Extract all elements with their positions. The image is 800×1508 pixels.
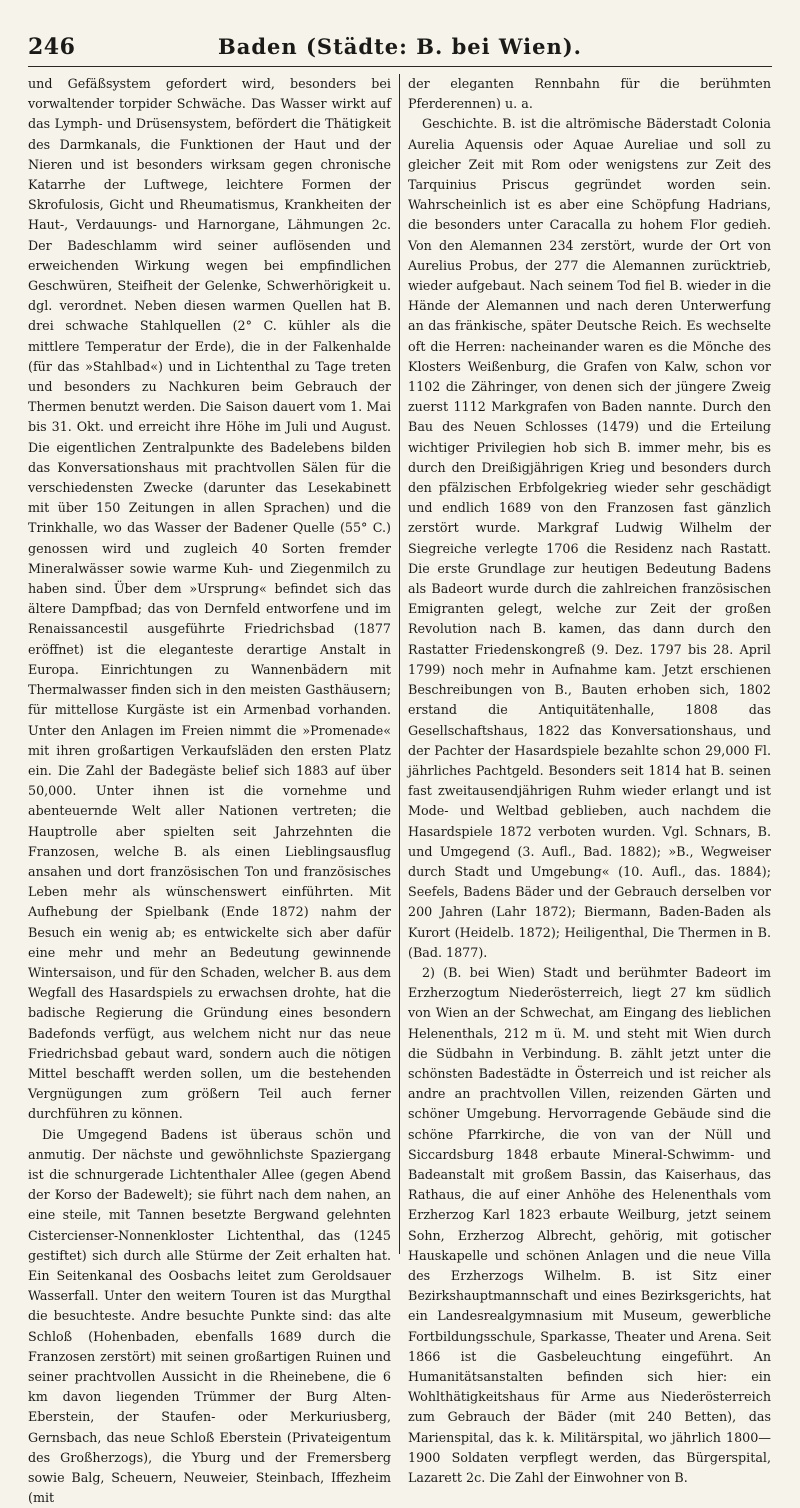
left-column bbox=[28, 74, 391, 1508]
paragraph: 2) (B. bei Wien) Stadt und berühmter Badeort im Erzherzogtum Niederösterreich, liegt 27 km südlich von Wien an der Schwechat, am Eingang des lieblichen Helenenthals, 212 m ü. M. und steht mit Wien durch die Südbahn in Verbindung. B. zählt jetzt unter die schönsten Badestädte in Österreich und ist reicher als andre an prachtvollen Villen, reizenden Gärten und schöner Umgebung. Hervorragende Gebäude sind die schöne Pfarrkirche, die von van der Nüll und Siccardsburg 1848 erbaute Mineral-Schwimm- und Badeanstalt mit großem Bassin, das Kaiserhaus, das Rathaus, die auf einer Anhöhe des Helenenthals vom Erzherzog Karl 1823 erbaute Weilburg, jetzt seinem Sohn, Erzherzog Albrecht, gehörig, mit gotischer Hauskapelle und schönen Anlagen und die neue Villa des Erzherzogs Wilhelm. B. ist Sitz einer Bezirkshauptmannschaft und eines Bezirksgerichts, hat ein Landesrealgymnasium mit Museum, gewerbliche Fortbildungsschule, Sparkasse, Theater und Arena. Seit 1866 ist die Gasbeleuchtung eingeführt. An Humanitätsanstalten befinden sich hier: ein Wohlthätigkeitshaus für Arme aus Niederösterreich zum Gebrauch der Bäder (mit 240 Betten), das Marienspital, das k. k. Militärspital, wo jährlich 1800—1900 Soldaten verpflegt werden, das Bürgerspital, Lazarett 2c. Die Zahl der Einwohner von B. bbox=[408, 964, 771, 1486]
header-rule bbox=[28, 66, 772, 67]
paragraph: der eleganten Rennbahn für die berühmten Pferderennen) u. a. bbox=[408, 76, 771, 112]
paragraph: Die Umgegend Badens ist überaus schön und anmutig. Der nächste und gewöhnlichste Spaziergang ist die schnurgerade Lichtenthaler Allee (gegen Abend der Korso der Badewelt); sie führt nach dem nahen, an eine steile, mit Tannen besetzte Bergwand gelehnten Cistercienser-Nonnenkloster Lichtenthal, das (1245 gestiftet) sich durch alle Stürme der Zeit erhalten hat. Ein Seitenkanal des Oosbachs leitet zum Geroldsauer Wasserfall. Unter den weitern Touren ist das Murgthal die besuchteste. Andre besuchte Punkte sind: das alte Schloß (Hohenbaden, ebenfalls 1689 durch die Franzosen zerstört) mit seinen großartigen Ruinen und seiner prachtvollen Aussicht in die Rheinebene, die 6 km davon liegenden Trümmer der Burg Alten-Eberstein, der Staufen- oder Merkuriusberg, Gernsbach, das neue Schloß Eberstein (Privateigentum des Großherzogs), die Yburg und der Fremersberg sowie Balg, Scheuern, Neuweier, Steinbach, Iffezheim (mit bbox=[28, 1126, 391, 1506]
page-number: 246 bbox=[28, 34, 76, 60]
right-column bbox=[408, 74, 771, 1488]
paragraph: und Gefäßsystem gefordert wird, besonders bei vorwaltender torpider Schwäche. Das Wasser wirkt auf das Lymph- und Drüsensystem, befördert die Thätigkeit des Darmkanals, die Funktionen der Haut und der Nieren und ist besonders wirksam gegen chronische Katarrhe der Luftwege, leichtere Formen der Skrofulosis, Gicht und Rheumatismus, Krankheiten der Haut-, Verdauungs- und Harnorgane, Lähmungen 2c. Der Badeschlamm wird seiner auflösenden und erweichenden Wirkung wegen bei empfindlichen Geschwüren, Steifheit der Gelenke, Schwerhörigkeit u. dgl. verordnet. Neben diesen warmen Quellen hat B. drei schwache Stahlquellen (2° C. kühler als die mittlere Temperatur der Erde), die in der Falkenhalde (für das »Stahlbad«) und in Lichtenthal zu Tage treten und besonders zu Nachkuren beim Gebrauch der Thermen benutzt werden. Die Saison dauert vom 1. Mai bis 31. Okt. und erreicht ihre Höhe im Juli und August. Die eigentlichen Zentralpunkte des Badelebens bilden das Konversationshaus mit prachtvollen Sälen für die verschiedensten Zwecke (darunter das Lesekabinett mit über 150 Zeitungen in allen Sprachen) und die Trinkhalle, wo das Wasser der Badener Quelle (55° C.) genossen wird und zugleich 40 Sorten fremder Mineralwässer sowie warme Kuh- und Ziegenmilch zu haben sind. Über dem »Ursprung« befindet sich das ältere Dampfbad; das von Dernfeld entworfene und im Renaissancestil ausgeführte Friedrichsbad (1877 eröffnet) ist die eleganteste derartige Anstalt in Europa. Einrichtungen zu Wannenbädern mit Thermalwasser finden sich in den meisten Gasthäusern; für mittellose Kurgäste ist ein Armenbad vorhanden. Unter den Anlagen im Freien nimmt die »Promenade« mit ihren großartigen Verkaufsläden den ersten Platz ein. Die Zahl der Badegäste belief sich 1883 auf über 50,000. Unter ihnen ist die vornehme und abenteuernde Welt aller Nationen vertreten; die Hauptrolle aber spielten seit Jahrzehnten die Franzosen, welche B. als einen Lieblingsausflug ansahen und dort französischen Ton und französisches Leben mehr als wünschenswert einführten. Mit Aufhebung der Spielbank (Ende 1872) nahm der Besuch ein wenig ab; es entwickelte sich aber dafür eine mehr und mehr an Bedeutung gewinnende Wintersaison, und für den Schaden, welcher B. aus dem Wegfall des Hasardspiels zu erwachsen drohte, hat die badische Regierung die Gründung eines besondern Badefonds verfügt, aus welchem nicht nur das neue Friedrichsbad gebaut ward, sondern auch die nötigen Mittel beschafft werden sollen, um die bestehenden Vergnügungen zum größern Teil auch ferner durchführen zu können. bbox=[28, 76, 391, 1122]
column-divider bbox=[399, 74, 400, 1254]
page-header bbox=[28, 34, 772, 64]
paragraph: Geschichte. B. ist die altrömische Bäderstadt Colonia Aurelia Aquensis oder Aquae Aureliae und soll zu gleicher Zeit mit Rom oder wenigstens zur Zeit des Tarquinius Priscus gegründet worden sein. Wahrscheinlich ist es aber eine Schöpfung Hadrians, die besonders unter Caracalla zu hohem Flor gedieh. Von den Alemannen 234 zerstört, wurde der Ort von Aurelius Probus, der 277 die Alemannen zurücktrieb, wieder aufgebaut. Nach seinem Tod fiel B. wieder in die Hände der Alemannen und nach deren Unterwerfung an das fränkische, später Deutsche Reich. Es wechselte oft die Herren: nacheinander waren es die Mönche des Klosters Weißenburg, die Grafen von Kalw, schon vor 1102 die Zähringer, von denen sich der jüngere Zweig zuerst 1112 Markgrafen von Baden nannte. Durch den Bau des Neuen Schlosses (1479) und die Erteilung wichtiger Privilegien hob sich B. immer mehr, bis es durch den Dreißigjährigen Krieg und besonders durch den pfälzischen Erbfolgekrieg wieder sehr geschädigt und endlich 1689 von den Franzosen fast gänzlich zerstört wurde. Markgraf Ludwig Wilhelm der Siegreiche verlegte 1706 die Residenz nach Rastatt. Die erste Grundlage zur heutigen Bedeutung Badens als Badeort wurde durch die zahlreichen französischen Emigranten gelegt, welche zur Zeit der großen Revolution nach B. kamen, das dann durch den Rastatter Friedenskongreß (9. Dez. 1797 bis 28. April 1799) noch mehr in Aufnahme kam. Jetzt erschienen Beschreibungen von B., Bauten erhoben sich, 1802 erstand die Antiquitätenhalle, 1808 das Gesellschaftshaus, 1822 das Konversationshaus, und der Pachter der Hasardspiele bezahlte schon 29,000 Fl. jährliches Pachtgeld. Besonders seit 1814 hat B. seinen fast zweitausendjährigen Ruhm wieder erlangt und ist Mode- und Weltbad geblieben, auch nachdem die Hasardspiele 1872 verboten wurden. Vgl. Schnars, B. und Umgegend (3. Aufl., Bad. 1882); »B., Wegweiser durch Stadt und Umgebung« (10. Aufl., das. 1884); Seefels, Badens Bäder und der Gebrauch derselben vor 200 Jahren (Lahr 1872); Biermann, Baden-Baden als Kurort (Heidelb. 1872); Heiligenthal, Die Thermen in B. (Bad. 1877). bbox=[408, 116, 771, 960]
running-head: Baden (Städte: B. bei Wien). bbox=[218, 34, 582, 59]
